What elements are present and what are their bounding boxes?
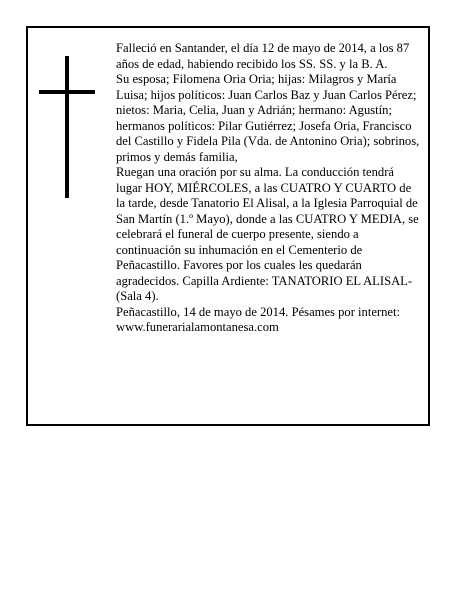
death-announcement: Falleció en Santander, el día 12 de mayo de 2014, a los 87 años de edad, habiendo recibido los SS. SS. y la B. A. — [116, 41, 410, 71]
funeral-details: Ruegan una oración por su alma. La conducción tendrá lugar HOY, MIÉRCOLES, a las CUATRO Y CUARTO de la tarde, desde Tanatorio El Alisal, a la Iglesia Parroquial de San Martín (1.º Mayo), donde a las CUATRO Y MEDIA, se celebrará el funeral de cuerpo presente, siendo a continuación su inhumación en el Cementerio de Peñacastillo. Favores por los cuales les quedarán agradecidos. Capilla Ardiente: TANATORIO EL ALISAL-(Sala 4). — [116, 165, 419, 303]
obituary-text — [116, 41, 420, 336]
obituary-notice — [26, 26, 430, 426]
latin-cross-icon — [39, 56, 95, 198]
place-date-condolences: Peñacastillo, 14 de mayo de 2014. Pésames por internet: www.funerarialamontanesa.com — [116, 304, 400, 334]
family-list: Su esposa; Filomena Oria Oria; hijas: Milagros y María Luisa; hijos políticos: Juan Carlos Baz y Juan Carlos Pérez; nietos: Maria, Celia, Juan y Adrián; hermano: Agustín; hermanos políticos: Pilar Gutiérrez; Josefa Oria, Francisco del Castillo y Fidela Pila (Vda. de Antonino Oria); sobrinos, primos y demás familia, — [116, 72, 420, 164]
cross-vertical-bar — [65, 56, 69, 198]
cross-horizontal-bar — [39, 90, 95, 94]
